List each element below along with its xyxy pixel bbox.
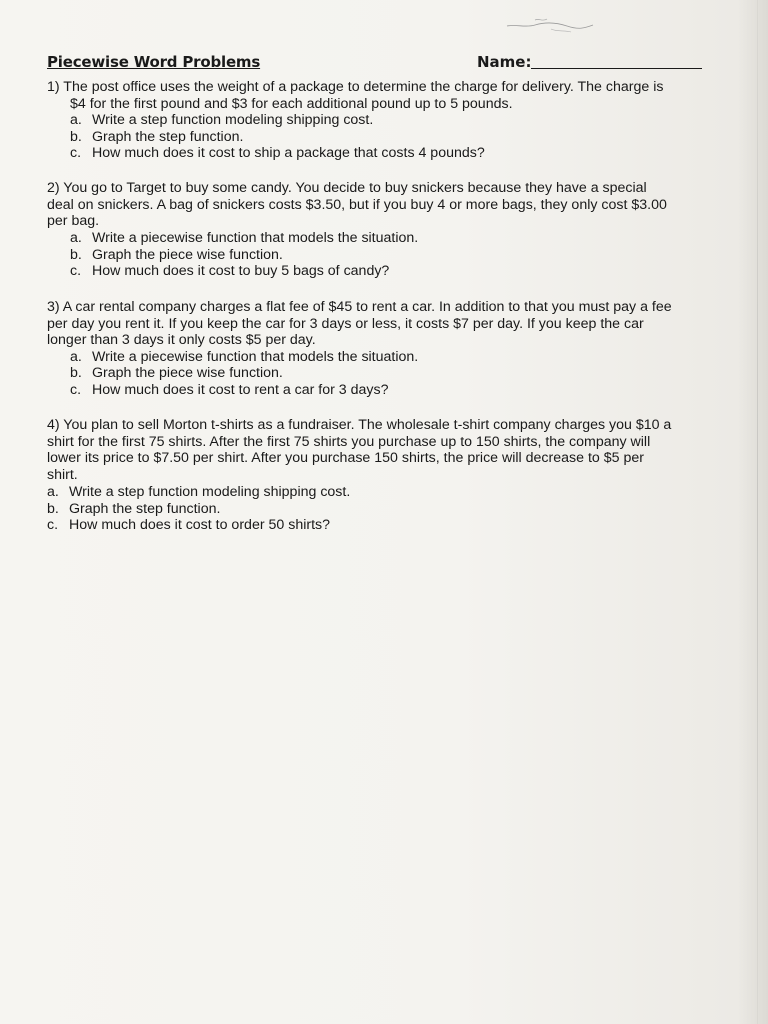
part-text: How much does it cost to rent a car for 3 days? <box>92 381 389 398</box>
problem-part-b <box>70 247 283 264</box>
part-text: How much does it cost to buy 5 bags of candy? <box>92 263 390 279</box>
part-marker: a. <box>70 348 82 365</box>
part-text: Graph the step function. <box>69 500 221 517</box>
worksheet-title: Piecewise Word Problems <box>47 53 261 71</box>
problem-part-c <box>70 145 485 162</box>
problem-text-line: per bag. <box>47 213 100 229</box>
part-text: Write a step function modeling shipping cost. <box>69 484 351 500</box>
pencil-scribble-mark <box>505 14 595 36</box>
problem-part-a <box>70 112 373 129</box>
problem-part-b <box>70 365 283 382</box>
problem-text-line: 4) You plan to sell Morton t-shirts as a fundraiser. The wholesale t-shirt company charges you $10 a <box>47 417 672 433</box>
part-marker: c. <box>70 381 82 398</box>
part-marker: c. <box>70 263 82 279</box>
worksheet-header <box>47 53 717 73</box>
part-text: Write a step function modeling shipping cost. <box>92 112 374 128</box>
part-text: Write a piecewise function that models the situation. <box>92 230 419 246</box>
part-text: How much does it cost to ship a package that costs 4 pounds? <box>92 145 485 161</box>
scan-edge-shadow <box>757 0 758 1024</box>
part-marker: a. <box>70 230 82 246</box>
part-text: Graph the piece wise function. <box>92 365 283 381</box>
part-marker: c. <box>70 145 82 161</box>
part-marker: b. <box>70 246 82 263</box>
problem-part-a <box>47 484 350 501</box>
part-marker: a. <box>70 112 82 128</box>
problem-part-c <box>70 263 389 280</box>
problem-text-line: 3) A car rental company charges a flat fee of $45 to rent a car. In addition to that you must pay a fee <box>47 299 672 315</box>
part-marker: b. <box>70 365 82 381</box>
name-label: Name: <box>477 53 532 71</box>
part-marker: c. <box>47 517 59 533</box>
part-marker: b. <box>70 128 82 145</box>
part-marker: b. <box>47 500 59 517</box>
problem-text-line: longer than 3 days it only costs $5 per day. <box>47 332 316 348</box>
part-text: Graph the piece wise function. <box>92 246 283 263</box>
problem-part-c <box>70 382 389 399</box>
problem-part-b <box>70 129 243 146</box>
problem-text-line: 2) You go to Target to buy some candy. You decide to buy snickers because they have a special <box>47 180 647 196</box>
problem-text-line: shirt for the first 75 shirts. After the first 75 shirts you purchase up to 150 shirts, the company will <box>47 433 651 450</box>
problem-text-line: $4 for the first pound and $3 for each additional pound up to 5 pounds. <box>70 95 513 112</box>
problem-text-line: 1) The post office uses the weight of a package to determine the charge for delivery. The charge is <box>47 79 664 95</box>
part-text: How much does it cost to order 50 shirts? <box>69 517 331 533</box>
part-text: Graph the step function. <box>92 128 244 145</box>
part-text: Write a piecewise function that models the situation. <box>92 348 419 365</box>
part-marker: a. <box>47 484 59 500</box>
problem-text-line: per day you rent it. If you keep the car for 3 days or less, it costs $7 per day. If you keep the car <box>47 315 644 332</box>
problem-text-line: deal on snickers. A bag of snickers costs $3.50, but if you buy 4 or more bags, they only cost $3.00 <box>47 196 667 213</box>
name-blank-line <box>531 68 702 69</box>
problem-part-b <box>47 501 220 518</box>
problem-part-a <box>70 230 418 247</box>
problem-part-c <box>47 517 330 534</box>
problem-text-line: shirt. <box>47 466 78 483</box>
problem-text-line: lower its price to $7.50 per shirt. After you purchase 150 shirts, the price will decrease to $5 per <box>47 450 644 466</box>
problem-part-a <box>70 349 418 366</box>
